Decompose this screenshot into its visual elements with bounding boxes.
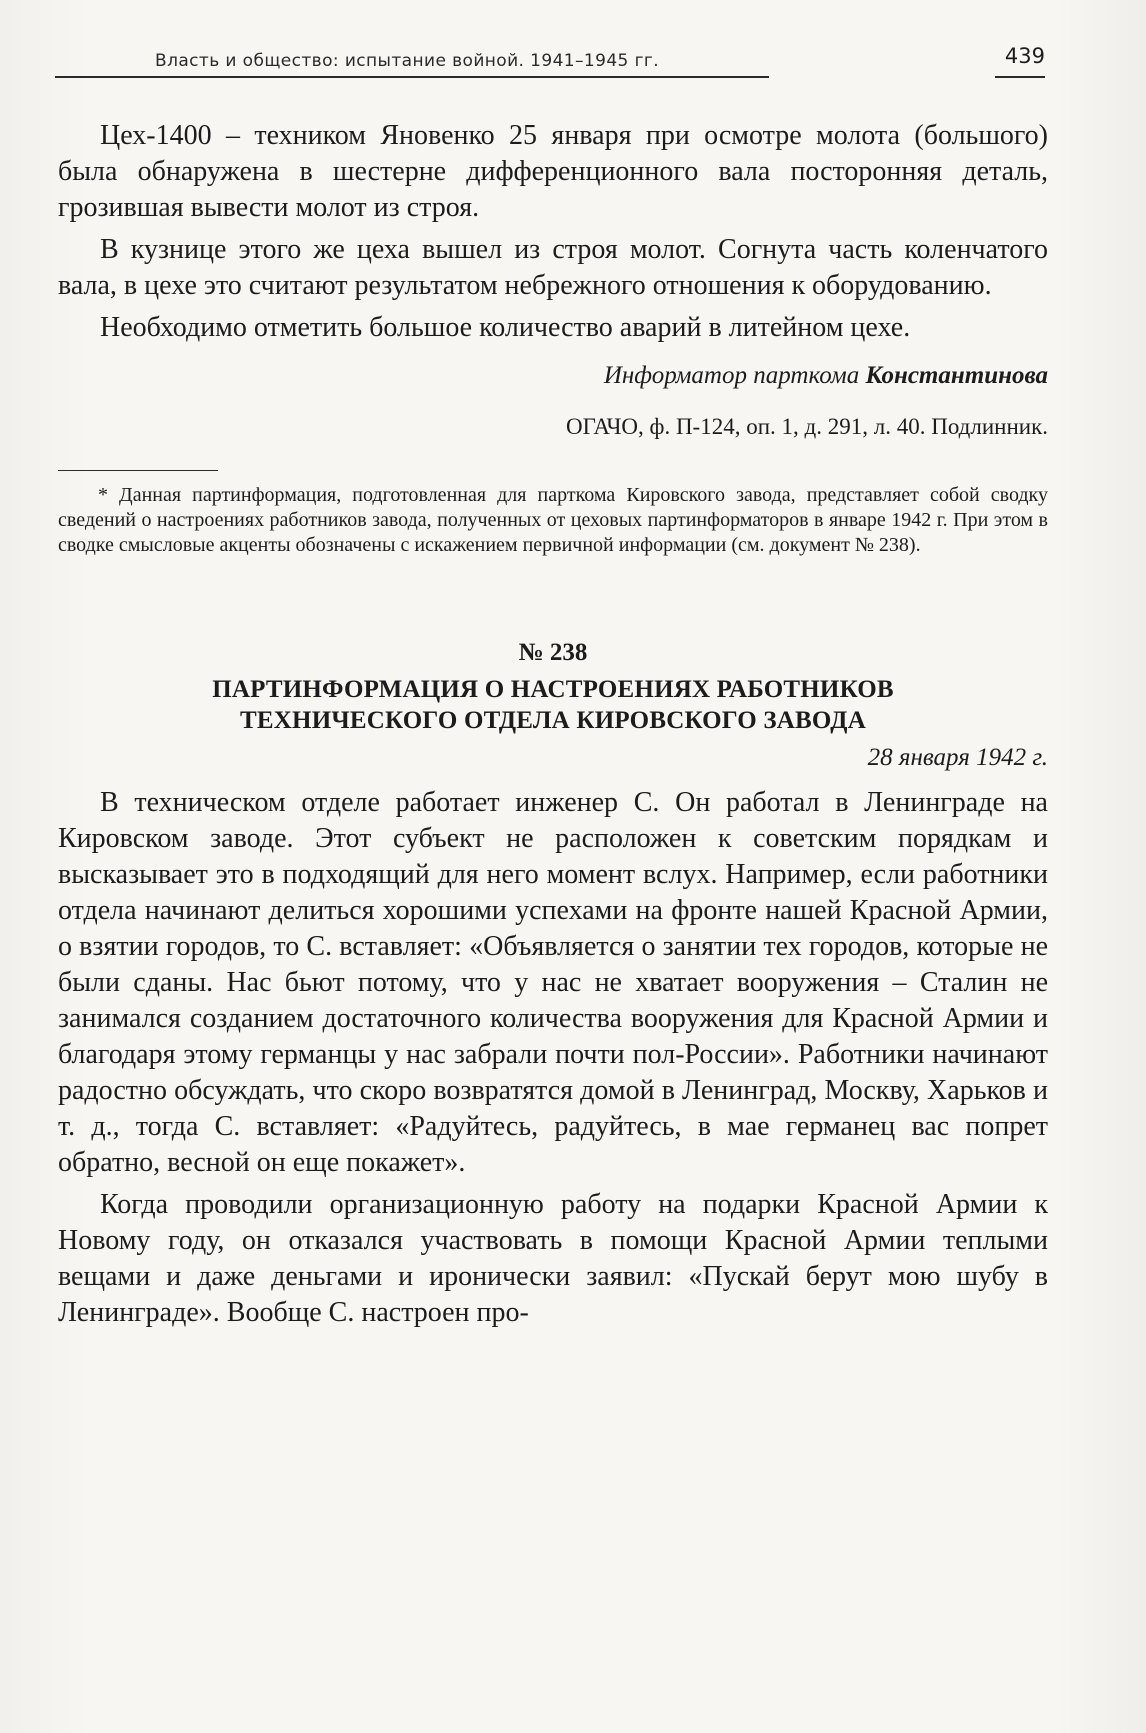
paragraph-forge: В кузнице этого же цеха вышел из строя молот. Согнута часть коленчатого вала, в цехе это считают результатом небрежного отношения к оборудованию. [58,234,1048,301]
footnote: * Данная партинформация, подготовленная для парткома Кировского завода, представляет собой сводку сведений о настроениях работников завода, полученных от цеховых партинформаторов в январе 1942 г. При этом в сводке смысловые акценты обозначены с искажением первичной информации (см. документ № 238). [58,484,1048,557]
paragraph-shop-1400: Цех-1400 – техником Яновенко 25 января при осмотре молота (большого) была обнаружена в шестерне дифференционного вала посторонняя деталь, грозившая вывести молот из строя. [58,120,1048,223]
archive-reference: ОГАЧО, ф. П-124, оп. 1, д. 291, л. 40. Подлинник. [565,414,1048,439]
running-title: Власть и общество: испытание войной. 1941–1945 гг. [155,51,660,71]
header-rule [55,76,769,78]
document-title-line-1: ПАРТИНФОРМАЦИЯ О НАСТРОЕНИЯХ РАБОТНИКОВ [212,676,894,704]
paragraph-foundry: Необходимо отметить большое количество аварий в литейном цехе. [100,312,911,343]
page-content [58,118,1048,1331]
paragraph-gifts: Когда проводили организационную работу на подарки Красной Армии к Новому году, он отказался участвовать в помощи Красной Армии теплыми вещами и даже деньгами и иронически заявил: «Пускай берут мою шубу в Ленинграде». Вообще С. настроен про- [58,1189,1048,1329]
paragraph-engineer: В техническом отделе работает инженер С. Он работал в Ленинграде на Кировском заводе. Этот субъект не расположен к советским порядкам и высказывает это в подходящий для него момент вслух. Например, если работники отдела начинают делиться хорошими успехами на фронте нашей Красной Армии, о взятии городов, то С. вставляет: «Объявляется о занятии тех городов, которые не были сданы. Нас бьют потому, что у нас не хватает вооружения – Сталин не занимался созданием достаточного количества вооружения для Красной Армии и благодаря этому германцы у нас забрали почти пол-России». Работники начинают радостно обсуждать, что скоро возвратятся домой в Ленинград, Москву, Харьков и т. д., тогда С. вставляет: «Радуйтесь, радуйтесь, в мае германец вас попрет обратно, весной он еще покажет». [58,787,1048,1179]
document-body [58,785,1048,1331]
running-header [55,44,1045,80]
document-title-line-2: ТЕХНИЧЕСКОГО ОТДЕЛА КИРОВСКОГО ЗАВОДА [240,707,866,735]
page-number: 439 [1004,44,1045,68]
signature-role: Информатор парткома [603,362,866,389]
document-date: 28 января 1942 г. [867,744,1048,772]
document-title [58,674,1048,736]
footnote-rule [58,470,218,471]
page-number-rule [995,76,1045,78]
document-number: № 238 [518,639,588,667]
signature [58,360,1048,392]
signature-name: Константинова [865,362,1048,389]
